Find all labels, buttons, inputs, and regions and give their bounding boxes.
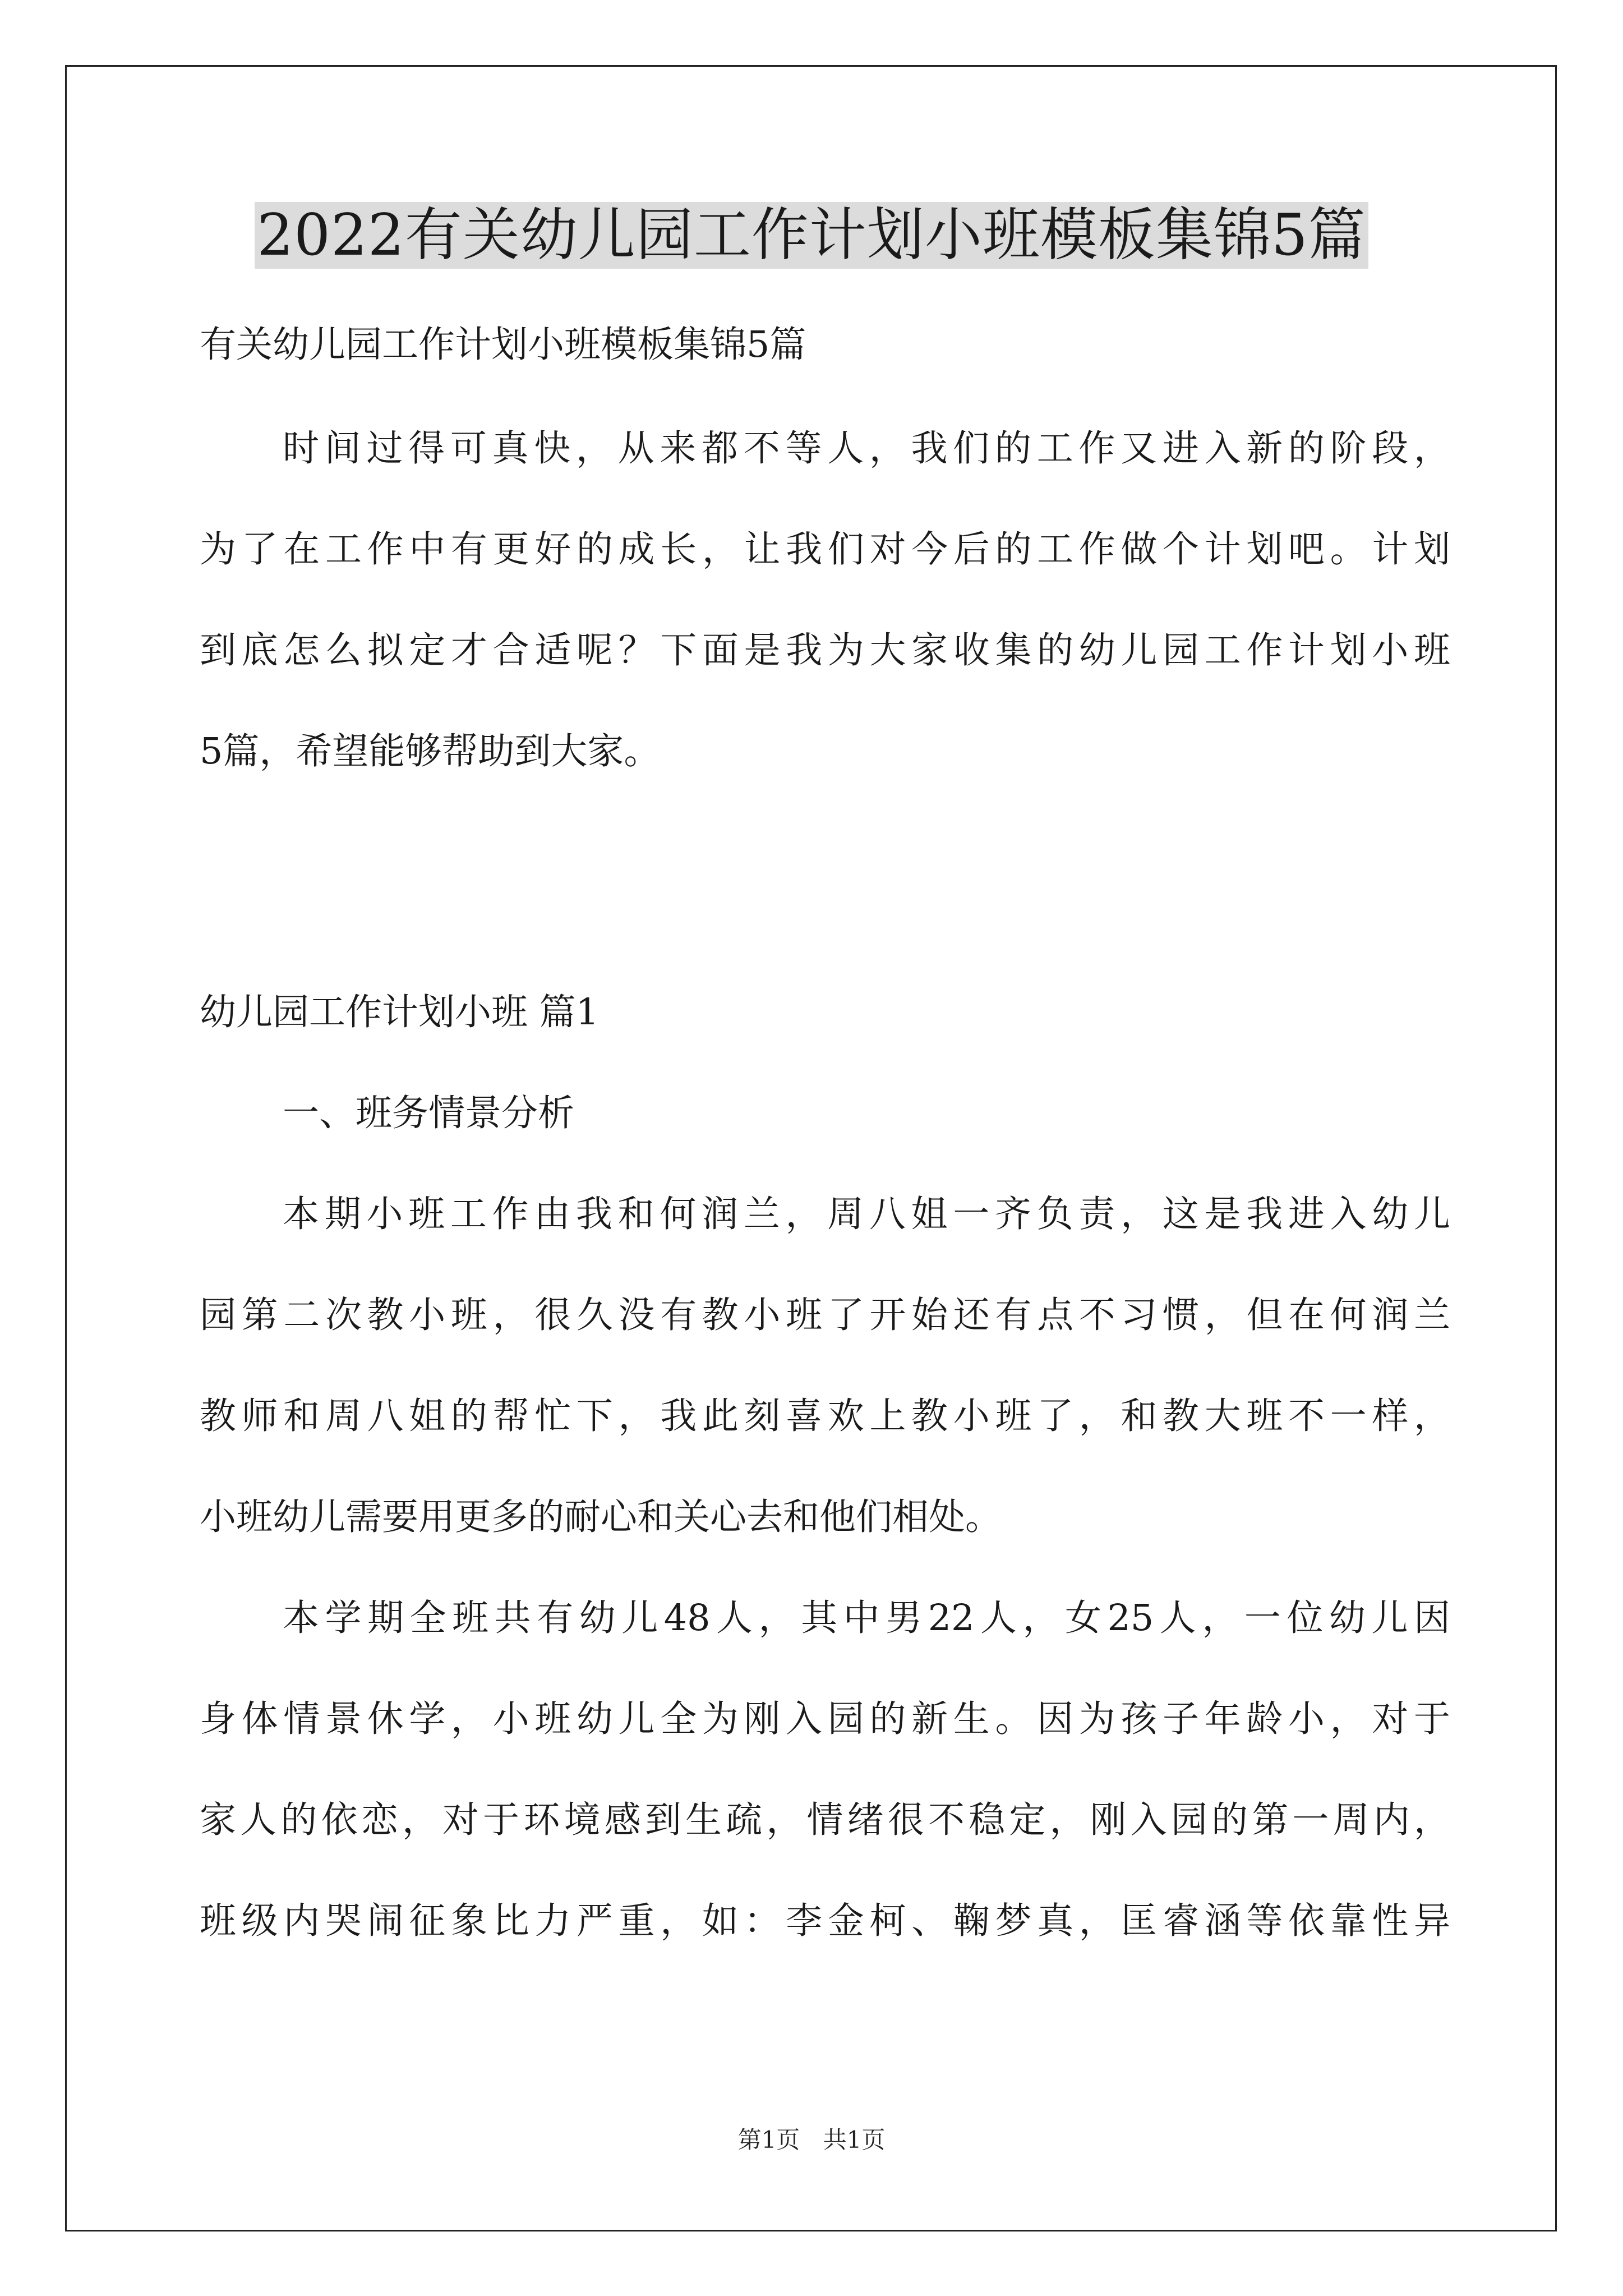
intro-line-2: 为了在工作中有更好的成长，让我们对今后的工作做个计划吧。计划 (200, 528, 1450, 570)
subtitle: 有关幼儿园工作计划小班模板集锦5篇 (200, 324, 806, 366)
paragraph-2-line-4: 班级内哭闹征象比力严重，如：李金柯、鞠梦真，匡睿涵等依靠性异 (200, 1900, 1450, 1942)
document-title (0, 199, 1623, 272)
page-footer (0, 2123, 1623, 2157)
intro-line-3: 到底怎么拟定才合适呢？下面是我为大家收集的幼儿园工作计划小班 (200, 629, 1450, 671)
paragraph-1-line-3: 教师和周八姐的帮忙下，我此刻喜欢上教小班了，和教大班不一样， (200, 1395, 1450, 1437)
section-heading: 幼儿园工作计划小班 篇1 (200, 991, 600, 1033)
subsection-heading: 一、班务情景分析 (283, 1092, 575, 1134)
paragraph-2-line-2: 身体情景休学，小班幼儿全为刚入园的新生。因为孩子年龄小，对于 (200, 1698, 1450, 1740)
paragraph-1-line-1: 本期小班工作由我和何润兰，周八姐一齐负责，这是我进入幼儿 (283, 1193, 1450, 1235)
document-title-text: 2022有关幼儿园工作计划小班模板集锦5篇 (255, 202, 1368, 269)
paragraph-1-line-4: 小班幼儿需要用更多的耐心和关心去和他们相处。 (200, 1496, 1002, 1538)
paragraph-2-line-3: 家人的依恋，对于环境感到生疏，情绪很不稳定，刚入园的第一周内， (200, 1799, 1450, 1841)
paragraph-2-line-1: 本学期全班共有幼儿48人，其中男22人，女25人，一位幼儿因 (283, 1597, 1450, 1639)
page-number: 第1页 (737, 2126, 800, 2154)
paragraph-1-line-2: 园第二次教小班，很久没有教小班了开始还有点不习惯，但在何润兰 (200, 1294, 1450, 1336)
intro-line-4: 5篇，希望能够帮助到大家。 (200, 730, 661, 772)
intro-line-1: 时间过得可真快，从来都不等人，我们的工作又进入新的阶段， (283, 427, 1450, 470)
page-total: 共1页 (823, 2126, 886, 2154)
